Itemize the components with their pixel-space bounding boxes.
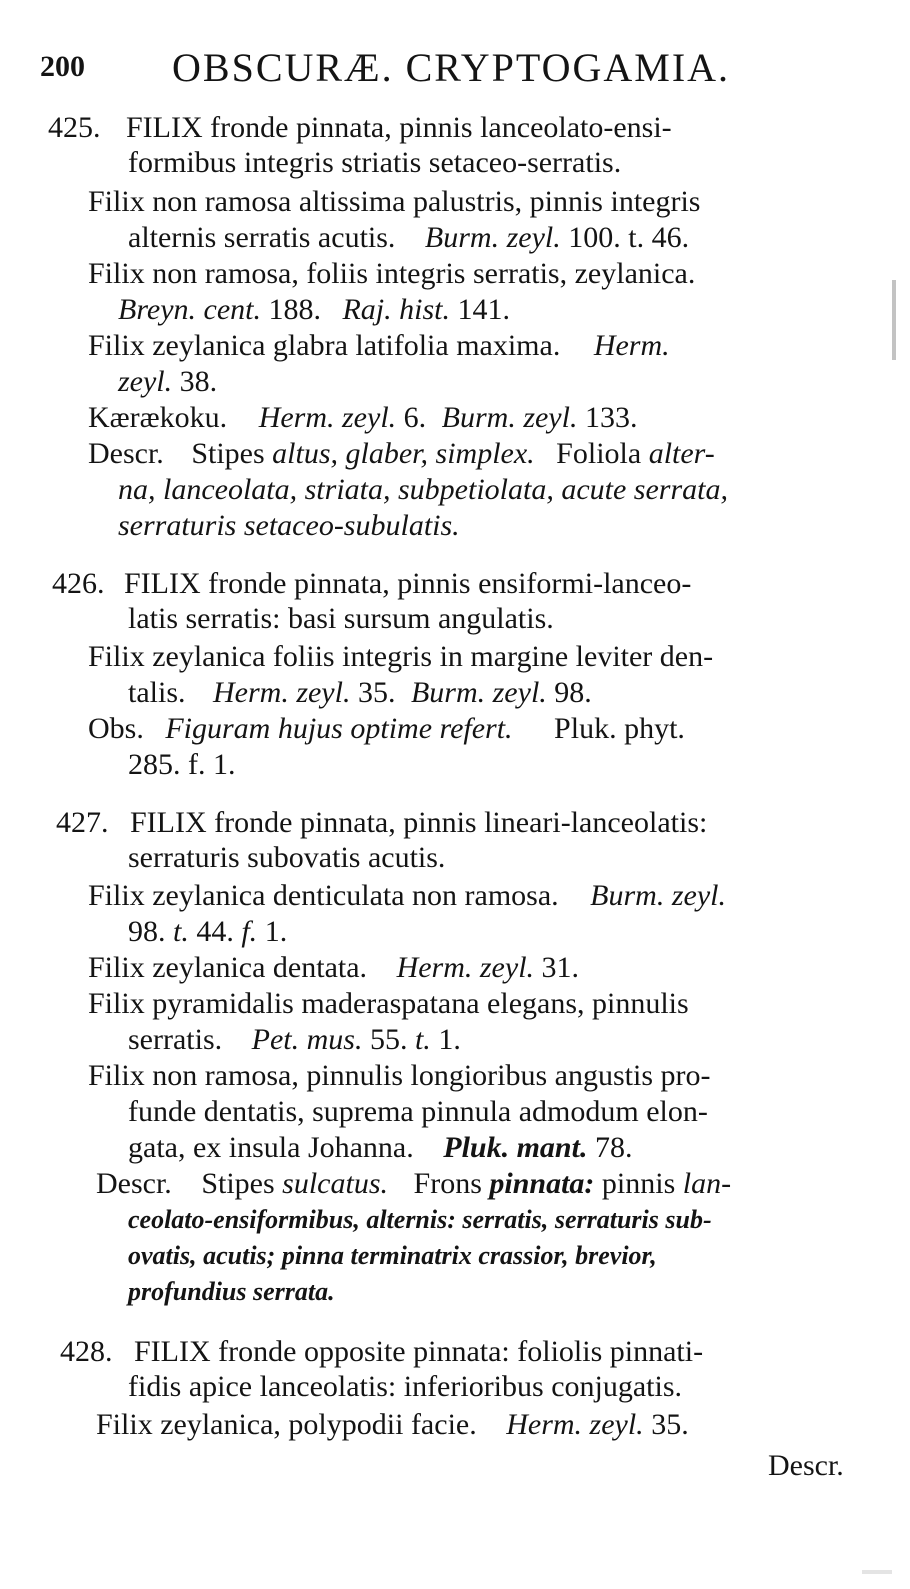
running-head: OBSCURÆ. CRYPTOGAMIA.: [172, 45, 731, 90]
catchword: Descr.: [768, 1449, 844, 1482]
synonym-line: Filix non ramosa, foliis integris serratis, zeylanica.: [88, 257, 696, 290]
synonym-line: [118, 292, 510, 328]
description-text: Frons: [413, 1167, 482, 1200]
citation: f.: [241, 915, 258, 948]
citation: Herm. zeyl.: [506, 1408, 644, 1441]
description-text: pinnata:: [489, 1167, 595, 1200]
observation-line: [88, 711, 685, 747]
synonym-line: [88, 400, 637, 436]
description-line: [88, 436, 715, 472]
entry-number: 427.: [56, 806, 109, 839]
diagnosis-text: FILIX fronde pinnata, pinnis lineari-lanceolatis:: [130, 806, 708, 839]
citation: Herm.: [593, 329, 670, 362]
description-text: sulcatus.: [282, 1167, 389, 1200]
citation-number: 188.: [268, 293, 321, 326]
citation: Pet. mus.: [251, 1023, 363, 1056]
diagnosis-line: fidis apice lanceolatis: inferioribus conjugatis.: [128, 1370, 683, 1403]
citation-number: 38.: [179, 365, 218, 398]
diagnosis-line: serraturis subovatis acutis.: [128, 841, 446, 874]
citation-number: 100. t. 46.: [568, 221, 690, 254]
scan-edge-mark: [892, 280, 896, 360]
page-number: 200: [40, 50, 85, 83]
vernacular-name: Kærækoku.: [88, 401, 228, 434]
description-text: Stipes: [201, 1167, 275, 1200]
description-line: na, lanceolata, striata, subpetiolata, acute serrata,: [118, 473, 728, 506]
description-text: Foliola: [556, 437, 642, 470]
citation: t.: [414, 1023, 431, 1056]
citation-number: 78.: [594, 1131, 633, 1164]
synonym-text: Filix zeylanica dentata.: [88, 951, 368, 984]
entry-number: 425.: [48, 111, 101, 144]
citation: t.: [173, 915, 189, 948]
entry-title-line: [56, 805, 707, 841]
citation-number: 1.: [438, 1023, 461, 1056]
citation-number: 35.: [357, 676, 396, 709]
synonym-line: [128, 914, 287, 950]
citation: Burm. zeyl.: [590, 879, 726, 912]
synonym-line: [128, 1130, 632, 1166]
synonym-line: [128, 675, 592, 711]
citation-number: 6.: [403, 401, 427, 434]
observation-line: 285. f. 1.: [128, 748, 236, 781]
citation: Breyn. cent.: [118, 293, 261, 326]
description-label: Descr.: [96, 1167, 172, 1200]
synonym-line: [118, 364, 217, 400]
synonym-line: [96, 1407, 689, 1443]
synonym-line: funde dentatis, suprema pinnula admodum elon-: [128, 1095, 708, 1128]
synonym-line: Filix zeylanica foliis integris in margine leviter den-: [88, 640, 714, 673]
citation-number: 35.: [651, 1408, 689, 1441]
description-text: alter-: [648, 437, 715, 470]
diagnosis-text: FILIX fronde pinnata, pinnis lanceolato-ensi-: [126, 111, 672, 144]
synonym-line: Filix pyramidalis maderaspatana elegans, pinnulis: [88, 987, 689, 1020]
citation-number: 55.: [369, 1023, 408, 1056]
synonym-text: Filix zeylanica, polypodii facie.: [96, 1408, 477, 1441]
citation: Burm. zeyl.: [410, 676, 547, 709]
citation: Burm. zeyl.: [424, 221, 561, 254]
citation-number: 133.: [584, 401, 638, 434]
description-label: Descr.: [88, 437, 164, 470]
citation: Raj. hist.: [342, 293, 450, 326]
synonym-text: Filix zeylanica denticulata non ramosa.: [88, 879, 559, 912]
synonym-line: Filix non ramosa, pinnulis longioribus angustis pro-: [88, 1059, 711, 1092]
diagnosis-line: formibus integris striatis setaceo-serratis.: [128, 146, 622, 179]
synonym-text: Filix zeylanica glabra latifolia maxima.: [88, 329, 561, 362]
citation-number: 98.: [128, 915, 166, 948]
synonym-text: serratis.: [128, 1023, 223, 1056]
description-line: [96, 1166, 731, 1202]
entry-title-line: [60, 1334, 703, 1370]
citation: Herm. zeyl.: [213, 676, 351, 709]
synonym-text: talis.: [128, 676, 186, 709]
synonym-line: Filix non ramosa altissima palustris, pinnis integris: [88, 185, 701, 218]
observation-text: Figuram hujus optime refert.: [165, 712, 513, 745]
description-line: serraturis setaceo-subulatis.: [118, 509, 460, 542]
description-text: Stipes: [191, 437, 265, 470]
citation-number: 44.: [196, 915, 234, 948]
synonym-line: [88, 950, 579, 986]
citation-number: 31.: [541, 951, 580, 984]
diagnosis-text: FILIX fronde opposite pinnata: foliolis pinnati-: [134, 1335, 704, 1368]
entry-title-line: [52, 566, 691, 602]
synonym-line: [128, 220, 689, 256]
entry-number: 428.: [60, 1335, 113, 1368]
citation: Herm. zeyl.: [396, 951, 535, 984]
citation-number: 98.: [554, 676, 592, 709]
synonym-text: gata, ex insula Johanna.: [128, 1131, 414, 1164]
citation: zeyl.: [118, 365, 173, 398]
scan-edge-mark: [862, 1570, 892, 1574]
citation: Burm. zeyl.: [441, 401, 578, 434]
citation: Pluk. mant.: [443, 1131, 588, 1164]
citation: Pluk. phyt.: [554, 712, 685, 745]
synonym-line: [128, 1022, 461, 1058]
description-text: pinnis: [601, 1167, 676, 1200]
synonym-text: alternis serratis acutis.: [128, 221, 396, 254]
description-text: altus, glaber, simplex.: [272, 437, 535, 470]
citation-number: 141.: [457, 293, 510, 326]
description-line: ceolato-ensiformibus, alternis: serratis, serraturis sub-: [128, 1205, 712, 1234]
observation-label: Obs.: [88, 712, 144, 745]
description-line: profundius serrata.: [128, 1277, 335, 1306]
diagnosis-text: FILIX fronde pinnata, pinnis ensiformi-lanceo-: [124, 567, 692, 600]
synonym-line: [88, 878, 726, 914]
description-line: ovatis, acutis; pinna terminatrix crassior, brevior,: [128, 1241, 657, 1270]
description-text: lan-: [682, 1167, 732, 1200]
entry-title-line: [48, 110, 672, 146]
synonym-line: [88, 328, 670, 364]
citation-number: 1.: [264, 915, 288, 948]
entry-number: 426.: [52, 567, 105, 600]
citation: Herm. zeyl.: [258, 401, 397, 434]
page-header: [40, 44, 860, 94]
diagnosis-line: latis serratis: basi sursum angulatis.: [128, 602, 554, 635]
